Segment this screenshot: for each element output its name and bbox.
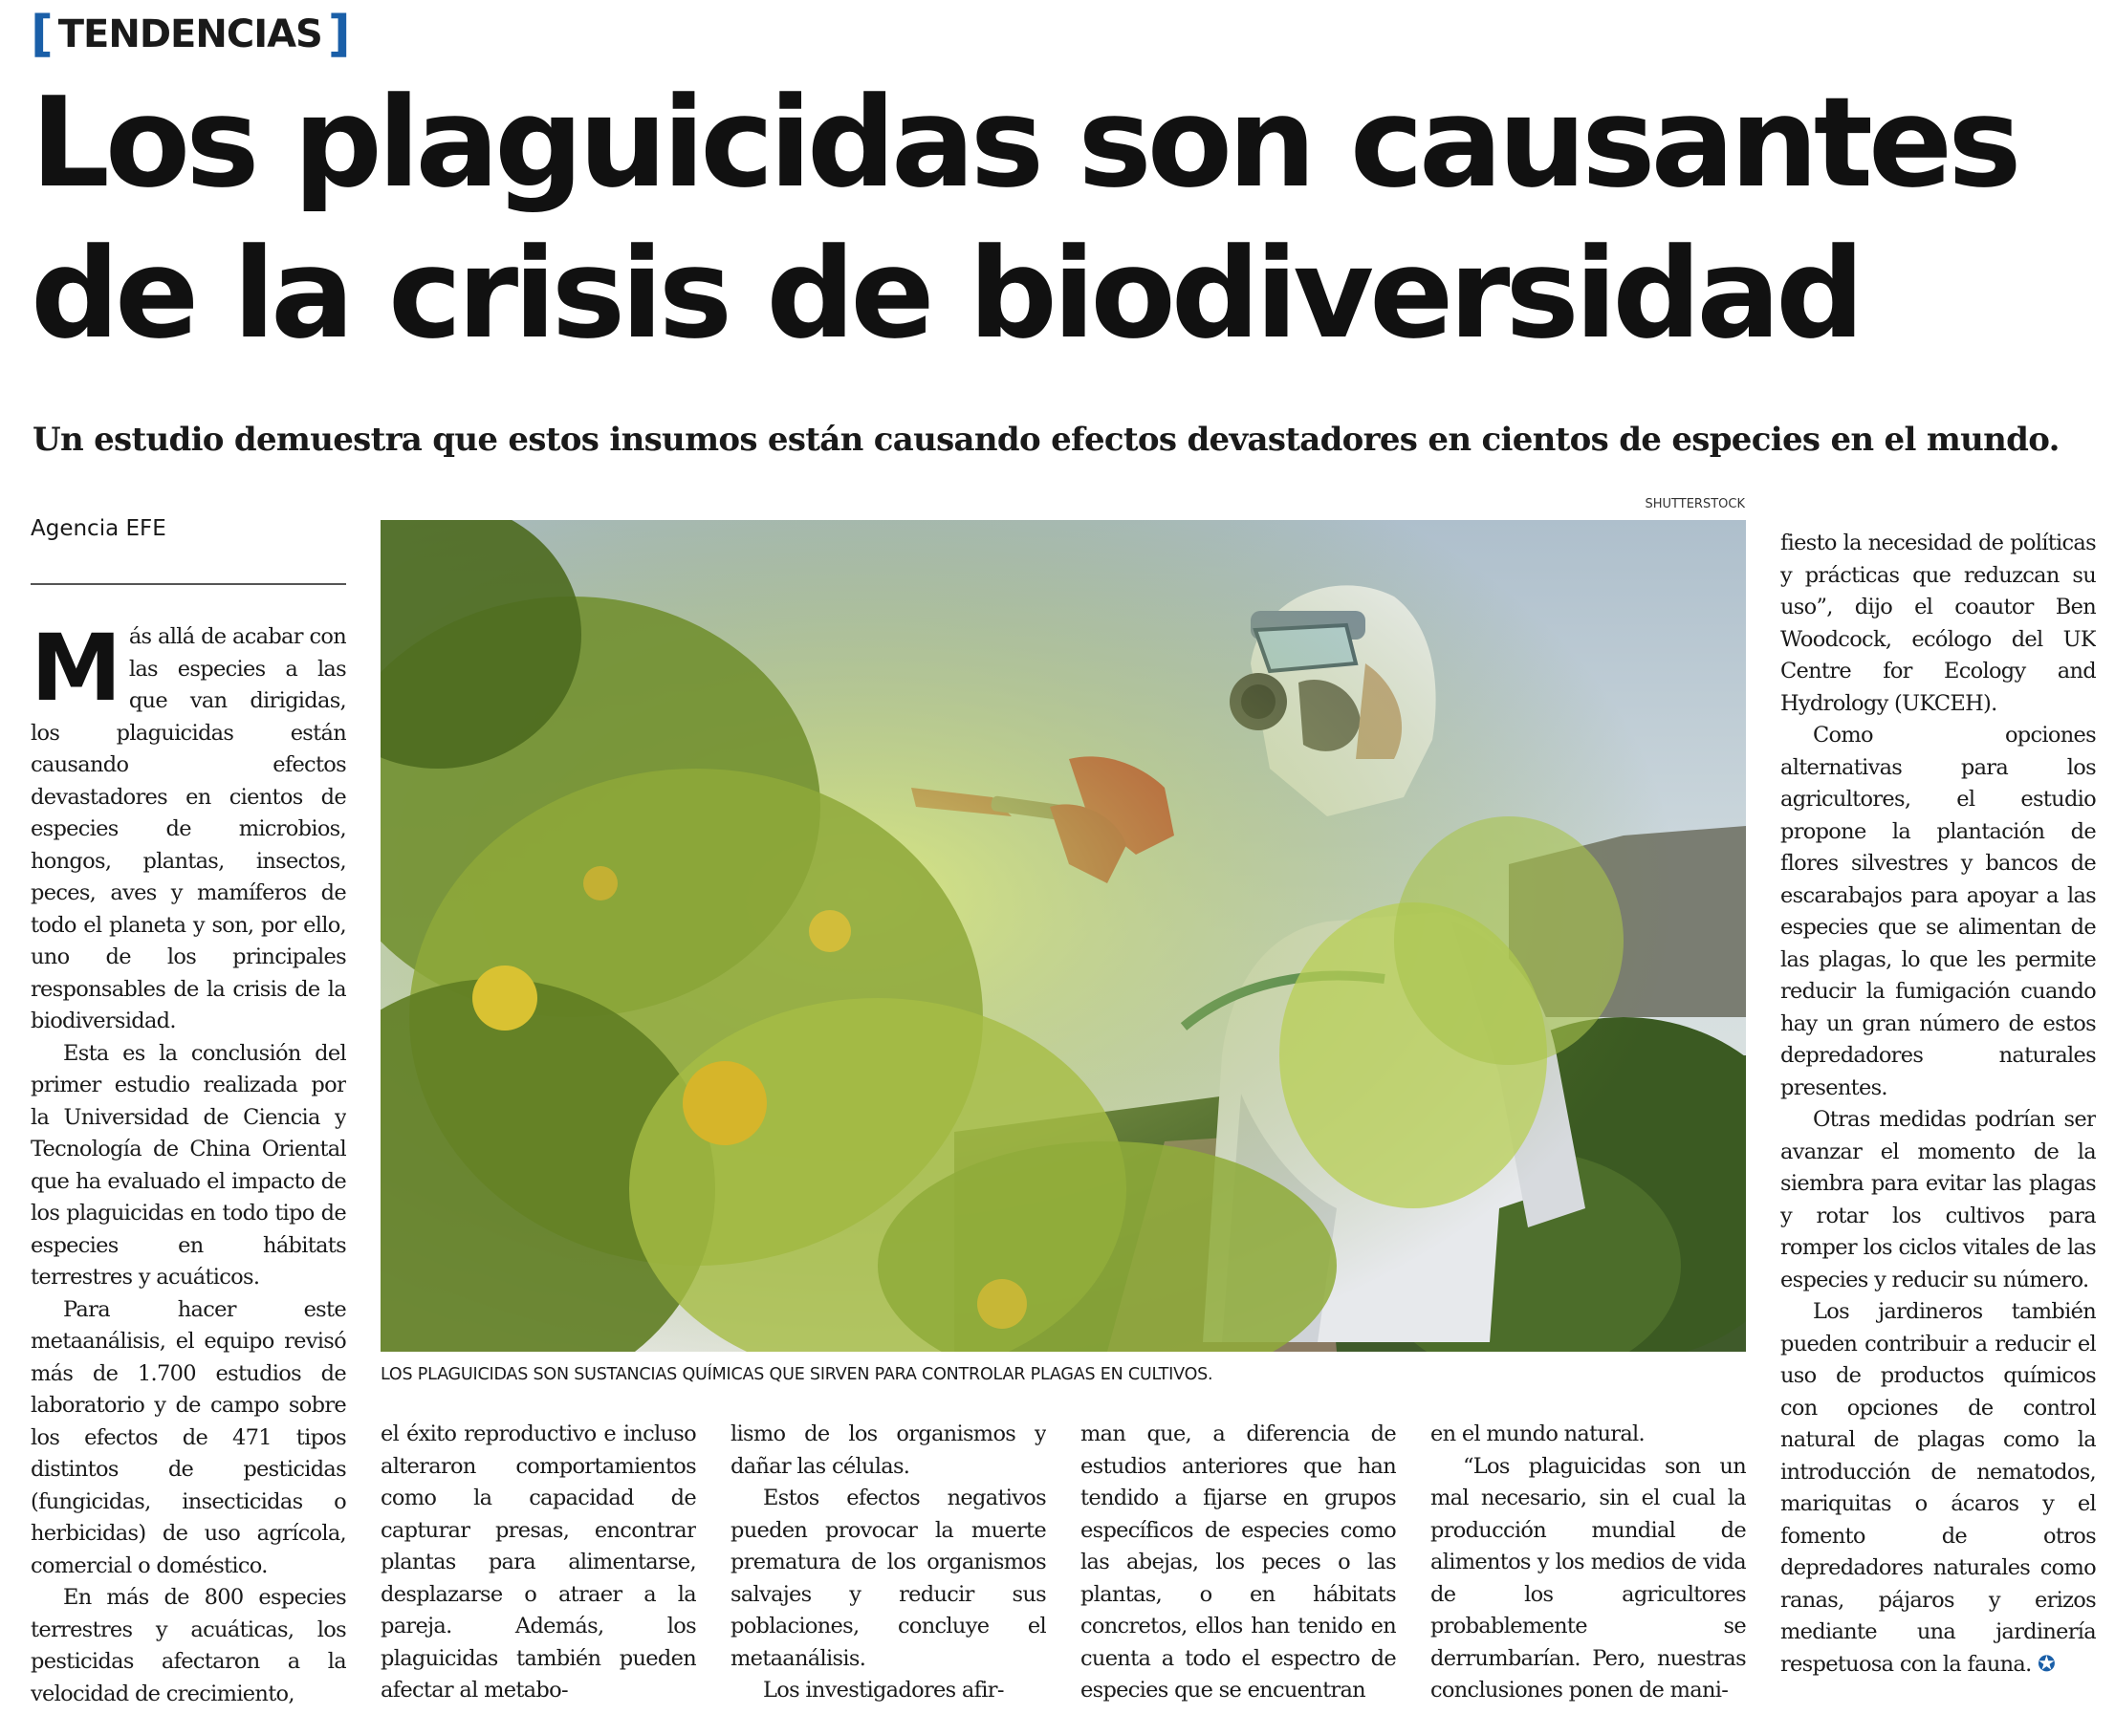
article-paragraph: Como opciones alternativas para los agricultores, el estudio propone la plantación de flores silvestres y bancos de escarabajos para apoyar a las especies que se alimentan de las plagas, lo que les permite reducir la fumigación cuando hay un gran número de estos depredadores naturales presentes. — [1780, 723, 2096, 1100]
article-paragraph: man que, a diferencia de estudios anteriores que han tendido a fijarse en grupos específicos de especies como las abejas, los peces o las plantas, o en hábitats concretos, ellos han tenido en cuenta a todo el espectro de especies que se encuentran — [1080, 1421, 1396, 1703]
article-column-1 — [31, 621, 346, 1721]
article-paragraph: el éxito reproductivo e incluso alteraron comportamientos como la capacidad de capturar presas, encontrar plantas para alimentarse, desplazarse o atraer a la pareja. Además, los plaguicidas también pueden afectar al metabo- — [381, 1421, 696, 1703]
headline-line-1: Los plaguicidas son causantes — [31, 70, 2017, 215]
article-paragraph: En más de 800 especies terrestres y acuáticas, los pesticidas afectaron a la velocidad de crecimiento, — [31, 1585, 346, 1706]
section-label: TENDENCIAS — [57, 12, 322, 56]
headline-line-2: de la crisis de biodiversidad — [31, 221, 1861, 366]
paragraph-text: ás allá de acabar con las especies a las que van dirigidas, los plaguicidas están causando efectos devastadores en cientos de especies de microbios, hongos, plantas, insectos, peces, aves y mamíferos de todo el planeta y son, por ello, uno de los principales responsables de la crisis de la biodiversidad. — [31, 624, 346, 1033]
article-paragraph: lismo de los organismos y dañar las células. — [730, 1421, 1046, 1479]
article-paragraph: Otras medidas podrían ser avanzar el momento de la siembra para evitar las plagas y rotar los cultivos para romper los ciclos vitales de las especies y reducir su número. — [1780, 1107, 2096, 1292]
article-paragraph — [1780, 1296, 2096, 1681]
subheadline: Un estudio demuestra que estos insumos están causando efectos devastadores en cientos de especies en el mundo. — [33, 421, 2060, 459]
article-paragraph: Estos efectos negativos pueden provocar la muerte prematura de los organismos salvajes y reducir sus poblaciones, concluye el metaanálisis. — [730, 1486, 1046, 1671]
end-of-article-icon: ✪ — [2038, 1651, 2056, 1677]
headline — [31, 67, 2086, 369]
byline-divider — [31, 583, 346, 585]
article-column-2 — [381, 1419, 696, 1725]
section-bracket-close: ] — [327, 6, 350, 63]
photo-caption: LOS PLAGUICIDAS SON SUSTANCIAS QUÍMICAS QUE SIRVEN PARA CONTROLAR PLAGAS EN CULTIVOS. — [381, 1365, 1213, 1384]
section-bracket-open: [ — [31, 6, 53, 63]
drop-cap: M — [31, 621, 121, 722]
article-paragraph: Esta es la conclusión del primer estudio realizada por la Universidad de Ciencia y Tecnología de China Oriental que ha evaluado el impacto de los plaguicidas en todo tipo de especies en hábitats terrestres y acuáticos. — [31, 1040, 346, 1290]
photo-credit: SHUTTERSTOCK — [1645, 497, 1745, 511]
article-paragraph: “Los plaguicidas son un mal necesario, sin el cual la producción mundial de alimentos y los medios de vida de los agricultores probablemente se derrumbarían. Pero, nuestras conclusiones ponen de mani- — [1430, 1453, 1746, 1703]
article-paragraph: fiesto la necesidad de políticas y prácticas que reduzcan su uso”, dijo el coautor Ben Woodcock, ecólogo del UK Centre for Ecology and Hydrology (UKCEH). — [1780, 531, 2096, 716]
photo-illustration — [381, 520, 1746, 1352]
article-column-5 — [1430, 1419, 1746, 1725]
article-paragraph: en el mundo natural. — [1430, 1421, 1645, 1446]
article-paragraph — [31, 621, 346, 1038]
article-photo — [381, 520, 1746, 1352]
section-tag — [31, 8, 350, 61]
byline: Agencia EFE — [31, 516, 166, 541]
article-paragraph: Los investigadores afir- — [763, 1678, 1004, 1703]
article-column-4 — [1080, 1419, 1396, 1725]
article-column-3 — [730, 1419, 1046, 1725]
article-paragraph: Para hacer este metaanálisis, el equipo revisó más de 1.700 estudios de laboratorio y de campo sobre los efectos de 471 tipos distintos de pesticidas (fungicidas, insecticidas o herbicidas) de uso agrícola, comercial o doméstico. — [31, 1296, 346, 1578]
article-column-6 — [1780, 528, 2096, 1725]
paragraph-text: Los jardineros también pueden contribuir a reducir el uso de productos químicos con opciones de control natural de plagas como la introducción de nematodos, mariquitas o ácaros y el fomento de otros depredadores naturales como ranas, pájaros y erizos mediante una jardinería respetuosa con la fauna. — [1780, 1299, 2096, 1677]
